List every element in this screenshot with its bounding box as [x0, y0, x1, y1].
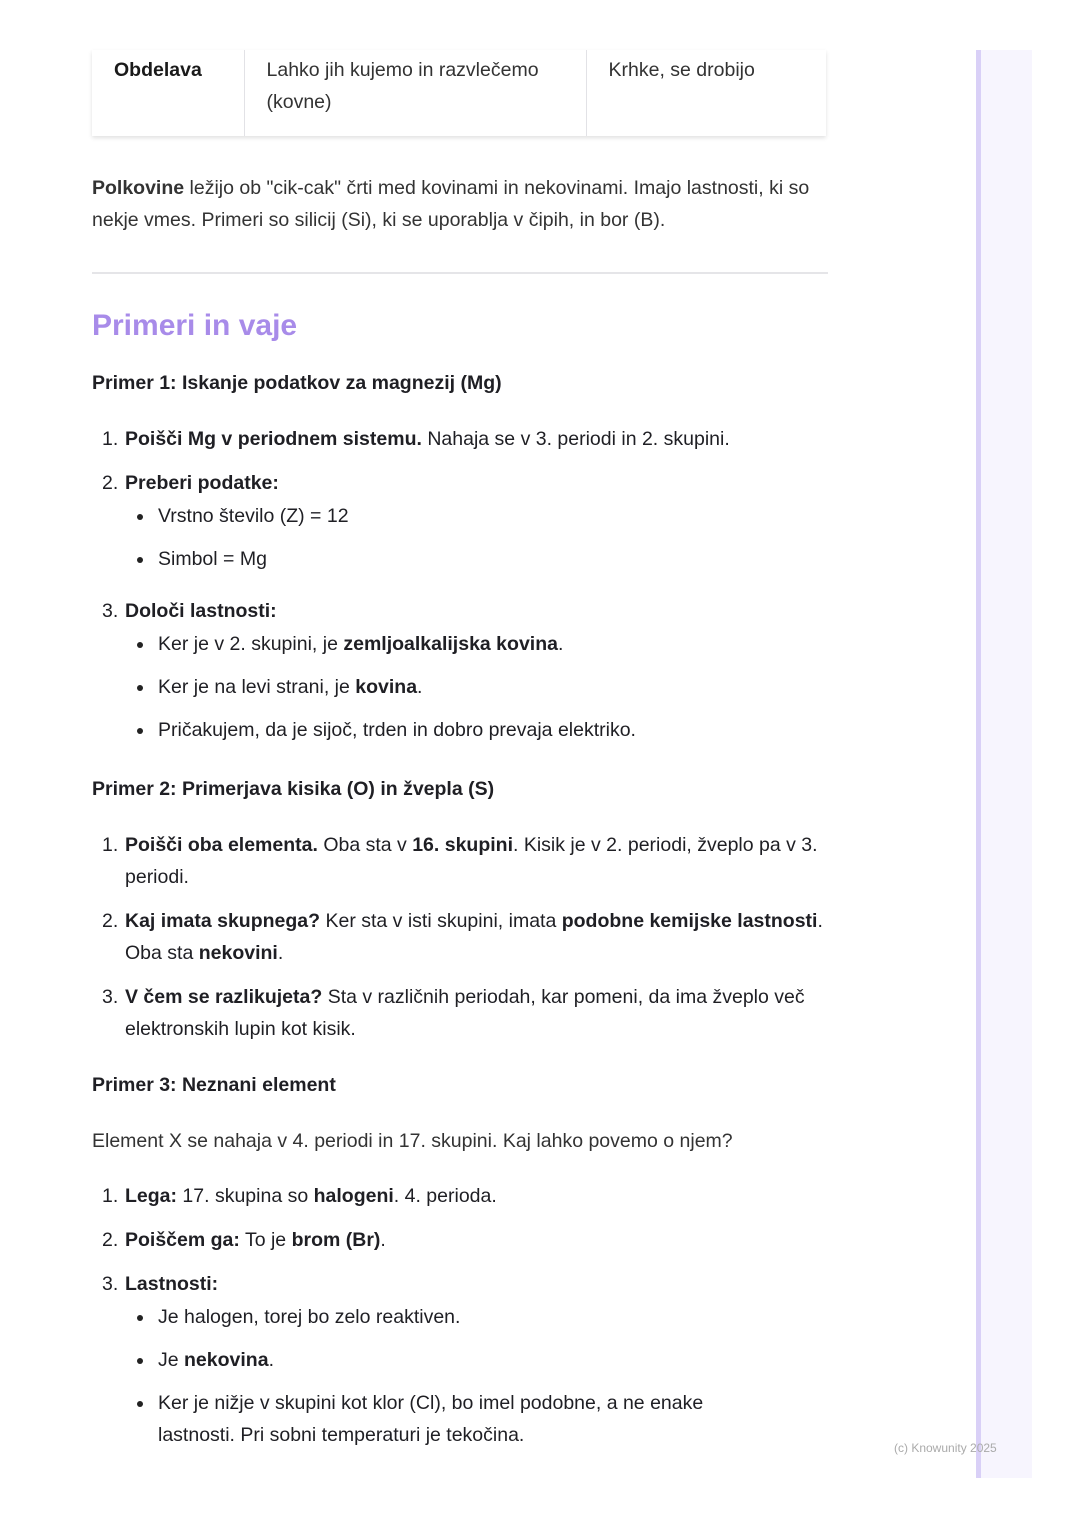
bullet-item: Simbol = Mg	[125, 543, 832, 575]
t: Ker je na levi strani, je	[158, 676, 356, 698]
sidebar-panel	[976, 50, 1032, 1478]
list-item	[92, 423, 832, 455]
t: Ker je v 2. skupini, je	[158, 633, 344, 655]
b: V čem se razlikujeta?	[125, 986, 323, 1008]
bullet-item: Ker je nižje v skupini kot klor (Cl), bo imel podobne, a ne enake lastnosti. Pri sobni temperaturi je tekočina.	[125, 1387, 765, 1451]
t: Sta v različnih periodah, kar pomeni, da ima žveplo več elektronskih lupin kot kisik.	[125, 986, 805, 1040]
primer-1	[92, 367, 832, 758]
t: Je	[158, 1349, 185, 1371]
b: Preberi podatke:	[125, 472, 279, 494]
b: Lastnosti:	[125, 1273, 219, 1295]
t: Oba sta v	[317, 834, 413, 856]
table-row	[92, 50, 826, 136]
b: brom (Br)	[291, 1229, 381, 1251]
primer-3-title: Primer 3: Neznani element	[92, 1074, 336, 1096]
t: .	[557, 633, 564, 655]
b: Lega:	[125, 1185, 178, 1207]
b: kovina	[355, 676, 418, 698]
t: . Oba sta	[125, 910, 823, 964]
primer-2	[92, 773, 832, 1057]
t: To je	[239, 1229, 292, 1251]
num: 1.	[102, 1185, 119, 1207]
b: halogeni	[313, 1185, 394, 1207]
list-item	[92, 1180, 832, 1212]
list-item	[92, 595, 832, 746]
t: .	[417, 676, 423, 698]
num: 3.	[102, 986, 119, 1008]
primer-3	[92, 1069, 832, 1463]
primer-2-title: Primer 2: Primerjava kisika (O) in žvepla (S)	[92, 778, 495, 800]
list-item	[92, 829, 832, 893]
polkovine-paragraph	[92, 172, 832, 236]
list-item	[92, 1224, 832, 1256]
t: . Kisik je v 2. periodi, žveplo pa v 3. periodi.	[125, 834, 818, 888]
b: Kaj imata skupnega?	[125, 910, 321, 932]
b: 16. skupini	[412, 834, 513, 856]
list-item	[92, 1268, 832, 1451]
t: .	[277, 942, 284, 964]
text: ležijo ob "cik-cak" črti med kovinami in nekovinami. Imajo lastnosti, ki so nekje vmes. Primeri so silicij (Si), ki se uporablja v čipih, in bor (B).	[92, 177, 810, 231]
t: 17. skupina so	[177, 1185, 314, 1207]
list-item	[92, 905, 832, 969]
t: Nahaja se v 3. periodi in 2. skupini.	[421, 428, 730, 450]
t: Ker sta v isti skupini, imata	[320, 910, 562, 932]
bullet-item	[125, 1344, 832, 1376]
bullet-item	[125, 671, 832, 703]
b: zemljoalkalijska kovina	[343, 633, 558, 655]
bullet-item: Je halogen, torej bo zelo reaktiven.	[125, 1301, 832, 1333]
b: nekovina	[184, 1349, 269, 1371]
list-item	[92, 981, 832, 1045]
t: . 4. perioda.	[393, 1185, 497, 1207]
t: .	[268, 1349, 274, 1371]
num: 1.	[102, 428, 119, 450]
properties-table	[92, 50, 832, 136]
primer-3-intro: Element X se nahaja v 4. periodi in 17. skupini. Kaj lahko povemo o njem?	[92, 1130, 733, 1152]
list-item	[92, 467, 832, 575]
num: 3.	[102, 1273, 119, 1295]
divider	[92, 272, 828, 274]
num: 3.	[102, 600, 119, 622]
b: Poišči Mg v periodnem sistemu.	[125, 428, 422, 450]
copyright: (c) Knowunity 2025	[894, 1441, 997, 1455]
num: 2.	[102, 472, 119, 494]
b: nekovini	[198, 942, 278, 964]
b: Določi lastnosti:	[125, 600, 277, 622]
metals-cell: Lahko jih kujemo in razvlečemo (kovne)	[244, 50, 586, 136]
b: podobne kemijske lastnosti	[561, 910, 818, 932]
b: Poišči oba elementa.	[125, 834, 318, 856]
t: .	[380, 1229, 386, 1251]
bullet-item: Pričakujem, da je sijoč, trden in dobro prevaja elektriko.	[125, 714, 832, 746]
num: 2.	[102, 1229, 119, 1251]
b: Poiščem ga:	[125, 1229, 240, 1251]
num: 2.	[102, 910, 119, 932]
section-title: Primeri in vaje	[92, 309, 298, 342]
nonmetals-cell: Krhke, se drobijo	[608, 59, 755, 81]
num: 1.	[102, 834, 119, 856]
primer-1-title: Primer 1: Iskanje podatkov za magnezij (Mg)	[92, 372, 502, 394]
row-label: Obdelava	[92, 50, 244, 136]
bullet-item	[125, 628, 832, 660]
bullet-item: Vrstno število (Z) = 12	[125, 500, 832, 532]
term: Polkovine	[92, 177, 185, 199]
